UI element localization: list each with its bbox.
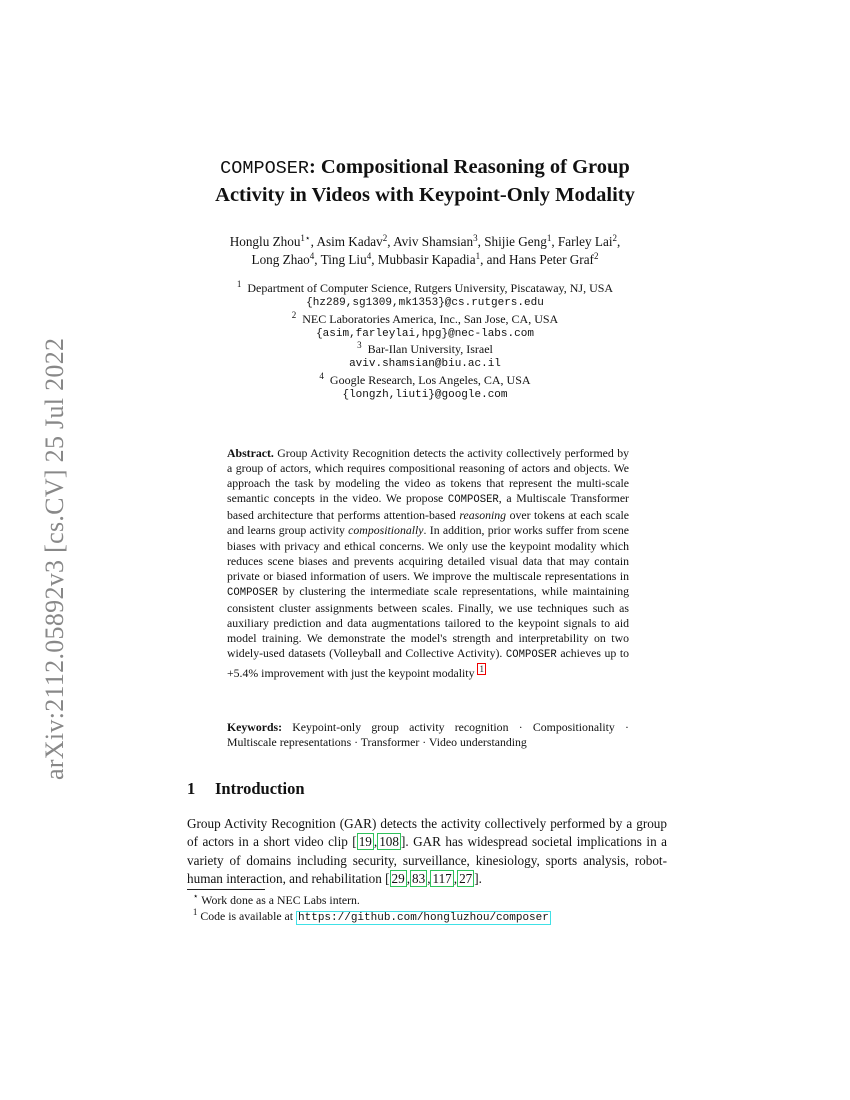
affiliation-4: $^4$ Google Research, Los Angeles, CA, USA: [319, 370, 531, 387]
author: and Hans Peter Graf: [486, 252, 594, 267]
author: Long Zhao: [251, 252, 310, 267]
author: Aviv Shamsian: [393, 234, 474, 249]
author: Shijie Geng: [484, 234, 547, 249]
affiliation-2: $^2$ NEC Laboratories America, Inc., San Jose, CA, USA: [291, 309, 559, 326]
arxiv-sidebar: [20, 305, 69, 780]
citation-link[interactable]: 83: [412, 870, 426, 886]
author: Ting Liu: [320, 252, 367, 267]
footnote-intern: ⋆ Work done as a NEC Labs intern.: [192, 891, 360, 907]
citation-link[interactable]: 108: [379, 834, 399, 850]
author: Asim Kadav: [316, 234, 383, 249]
affiliation-4-email[interactable]: {longzh,liuti}@google.com: [342, 389, 508, 402]
arxiv-identifier: arXiv:2112.05892v3 [cs.CV] 25 Jul 2022: [40, 337, 69, 780]
footnote-rule: [187, 889, 265, 890]
citation-link[interactable]: 19: [358, 834, 372, 850]
title-system-name: COMPOSER: [220, 158, 309, 179]
code-url-link[interactable]: https://github.com/hongluzhou/composer: [298, 911, 549, 924]
author-line-1: Honglu Zhou$^{1⋆}$, Asim Kadav$^2$, Aviv Shamsian$^3$, Shijie Geng$^1$, Farley Lai$^2$,: [229, 233, 621, 249]
author-line-2: Long Zhao$^4$, Ting Liu$^4$, Mubbasir Kapadia$^1$, and Hans Peter Graf$^2$: [251, 251, 599, 267]
citation-link[interactable]: 27: [459, 870, 473, 886]
affiliations: [160, 281, 690, 403]
section-heading-introduction: 1 Introduction: [187, 779, 305, 798]
author-list: [170, 233, 680, 269]
abstract: Abstract. Group Activity Recognition detects the activity collectively performed by a group of actors, which requires compositional reasoning of actors and objects. We approach the task by modeling the video as tokens that represent the multi-scale semantic concepts in the video. We propose COMPOSER, a Multiscale Transformer based architecture that performs attention-based reasoning over tokens at each scale and learns group activity compositionally. In addition, prior works suffer from scene biases with privacy and ethical concerns. We only use the keypoint modality which reduces scene biases and prevents acquiring detailed visual data that may contain private or biased information of users. We improve the multiscale representations in COMPOSER by clustering the intermediate scale representations, while maintaining consistent cluster assignments between scales. Finally, we use techniques such as auxiliary prediction and data augmentations tailored to the keypoint signals to aid model training. We demonstrate the model's strength and interpretability on two widely-used datasets (Volleyball and Collective Activity). COMPOSER achieves up to +5.4% improvement with just the keypoint modality 1: [227, 446, 629, 681]
paper-title: COMPOSER: Compositional Reasoning of Group Activity in Videos with Keypoint-Only Modality: [215, 156, 635, 206]
affiliation-3-email[interactable]: aviv.shamsian@biu.ac.il: [349, 358, 501, 371]
footnote-link-1[interactable]: 1: [479, 664, 484, 675]
affiliation-1-email[interactable]: {hz289,sg1309,mk1353}@cs.rutgers.edu: [306, 297, 544, 310]
affiliation-3: $^3$ Bar-Ilan University, Israel: [357, 340, 493, 357]
footnotes: [187, 893, 687, 926]
keywords-label: Keywords:: [227, 720, 283, 734]
author: Honglu Zhou: [229, 234, 301, 249]
abstract-label: Abstract.: [227, 446, 274, 460]
introduction-paragraph: Group Activity Recognition (GAR) detects the activity collectively performed by a group of actors in a short video clip [ 19 , 108 ]. GAR has widespread societal implications in a variety of domains including security, surveillance, kinesiology, sports analysis, robot-human interaction, and rehabilitation [ 29 , 83 , 117 , 27 ].: [187, 816, 667, 886]
author: Mubbasir Kapadia: [377, 252, 476, 267]
citation-link[interactable]: 117: [432, 870, 452, 886]
affiliation-2-email[interactable]: {asim,farleylai,hpg}@nec-labs.com: [316, 327, 534, 340]
citation-link[interactable]: 29: [391, 870, 405, 886]
keywords: Keywords: Keypoint-only group activity recognition · Compositionality · Multiscale representations · Transformer · Video understanding: [227, 720, 629, 750]
affiliation-1: $^1$ Department of Computer Science, Rutgers University, Piscataway, NJ, USA: [236, 279, 614, 295]
footnote-code: $^1$ Code is available at https://github.com/hongluzhou/composer: [192, 906, 549, 924]
author: Farley Lai: [557, 234, 613, 249]
